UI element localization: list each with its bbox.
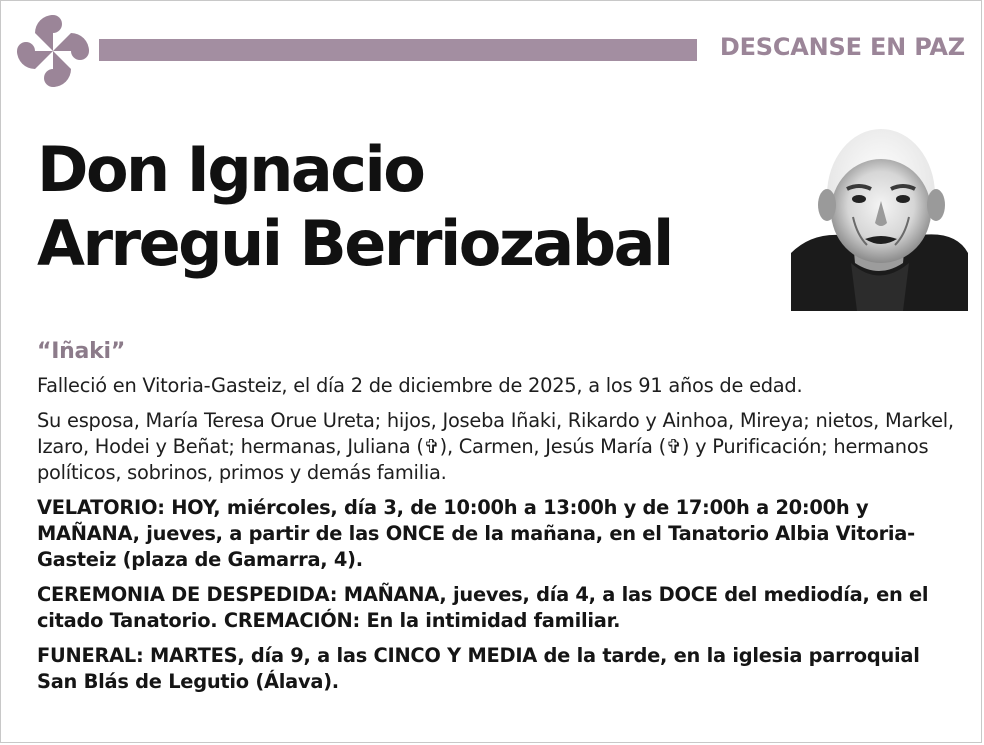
family-list: Su esposa, María Teresa Orue Ureta; hijos, Joseba Iñaki, Rikardo y Ainhoa, Mireya; nietos, Markel, Izaro, Hodei y Beñat; hermanas, Juliana (✞), Carmen, Jesús María (✞) y Purificación; hermanos políticos, sobrinos, primos y demás familia. [37,409,954,484]
notice-body [37,339,957,704]
lauburu-icon [13,11,93,91]
nickname: “Iñaki” [37,339,126,364]
header-label: DESCANSE EN PAZ [719,33,965,61]
portrait-photo [791,113,968,311]
name-line-2: Arregui Berriozabal [37,207,672,280]
funeral-details: FUNERAL: MARTES, día 9, a las CINCO Y MEDIA de la tarde, en la iglesia parroquial San Blás de Legutio (Álava). [37,644,920,693]
ceremony-details: CEREMONIA DE DESPEDIDA: MAÑANA, jueves, día 4, a las DOCE del mediodía, en el citado Tanatorio. CREMACIÓN: En la intimidad familiar. [37,583,929,632]
name-line-1: Don Ignacio [37,133,424,206]
deceased-name [37,133,777,281]
header [1,1,981,101]
death-announcement: Falleció en Vitoria-Gasteiz, el día 2 de diciembre de 2025, a los 91 años de edad. [37,374,803,397]
header-bar [99,39,697,61]
wake-details: VELATORIO: HOY, miércoles, día 3, de 10:00h a 13:00h y de 17:00h a 20:00h y MAÑANA, jueves, a partir de las ONCE de la mañana, en el Tanatorio Albia Vitoria-Gasteiz (plaza de Gamarra, 4). [37,496,915,571]
